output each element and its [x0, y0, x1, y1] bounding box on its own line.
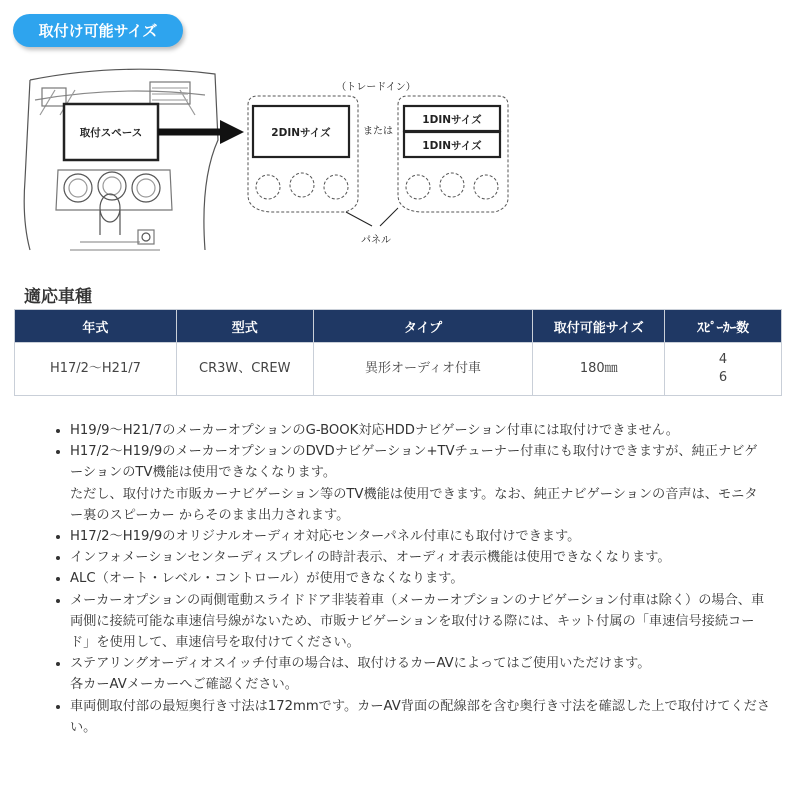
install-space-label: 取付スペース	[79, 127, 143, 139]
list-item	[70, 696, 770, 738]
panel-pointer-lines	[346, 208, 398, 226]
table-row	[15, 343, 782, 396]
note-text: 車両側取付部の最短奥行き寸法は172mmです。カーAV背面の配線部を含む奥行き寸法を確認した上で取付けてください。	[70, 698, 771, 735]
speaker-count: 4	[718, 352, 728, 367]
arrow-right-icon	[158, 120, 244, 144]
list-item	[70, 420, 770, 441]
trade-in-label: （トレードイン）	[336, 82, 416, 93]
header-type: タイプ	[313, 310, 533, 343]
note-text: メーカーオプションの両側電動スライドドア非装着車（メーカーオプションのナビゲーション付車は除く）の場合、車両側に接続可能な車速信号線がないため、市販ナビゲーションを取付ける際には、キット付属の「車速信号接続コード」を使用して、車速信号を取付けてください。	[70, 592, 765, 651]
din1-bottom-label: 1DINサイズ	[422, 140, 482, 152]
list-item	[70, 568, 770, 589]
list-item	[70, 590, 770, 654]
cell-model: CR3W、CREW	[176, 343, 313, 396]
or-label: または	[363, 126, 393, 137]
cell-type: 異形オーディオ付車	[313, 343, 533, 396]
list-item	[70, 441, 770, 526]
speaker-count: 6	[718, 370, 728, 385]
header-size: 取付可能サイズ	[533, 310, 665, 343]
installation-diagram	[0, 60, 540, 260]
panel-label: パネル	[361, 235, 391, 246]
din1-top-label: 1DINサイズ	[422, 114, 482, 126]
note-text: H19/9〜H21/7のメーカーオプションのG-BOOK対応HDDナビゲーション付車には取付けできません。	[70, 423, 679, 438]
vehicle-table	[14, 309, 782, 396]
note-text: H17/2〜H19/9のメーカーオプションのDVDナビゲーション+TVチューナー付車にも取付けできますが、純正ナビゲーションのTV機能は使用できなくなります。 ただし、取付けた市販カーナビゲーション等のTV機能は使用できます。なお、純正ナビゲーションの音声は、モニター裏のスピーカー からそのまま出力されます。	[70, 444, 758, 523]
note-text: ステアリングオーディオスイッチ付車の場合は、取付けるカーAVによってはご使用いただけます。 各カーAVメーカーへご確認ください。	[70, 656, 651, 693]
note-text: ALC（オート・レベル・コントロール）が使用できなくなります。	[70, 571, 464, 587]
cell-speakers	[665, 343, 782, 396]
cell-year: H17/2〜H21/7	[15, 343, 177, 396]
header-year: 年式	[15, 310, 177, 343]
table-header-row	[15, 310, 782, 343]
section-badge: 取付け可能サイズ	[13, 14, 183, 47]
notes-list	[52, 420, 770, 738]
list-item	[70, 547, 770, 568]
header-speakers: ｽﾋﾟｰｶｰ数	[665, 310, 782, 343]
note-text: H17/2〜H19/9のオリジナルオーディオ対応センターパネル付車にも取付けできます。	[70, 529, 581, 545]
header-model: 型式	[176, 310, 313, 343]
vehicles-title: 適応車種	[24, 287, 92, 307]
cell-size: 180㎜	[533, 343, 665, 396]
list-item	[70, 526, 770, 547]
din2-label: 2DINサイズ	[271, 127, 331, 139]
list-item	[70, 653, 770, 695]
note-text: インフォメーションセンターディスプレイの時計表示、オーディオ表示機能は使用できなくなります。	[70, 550, 671, 566]
